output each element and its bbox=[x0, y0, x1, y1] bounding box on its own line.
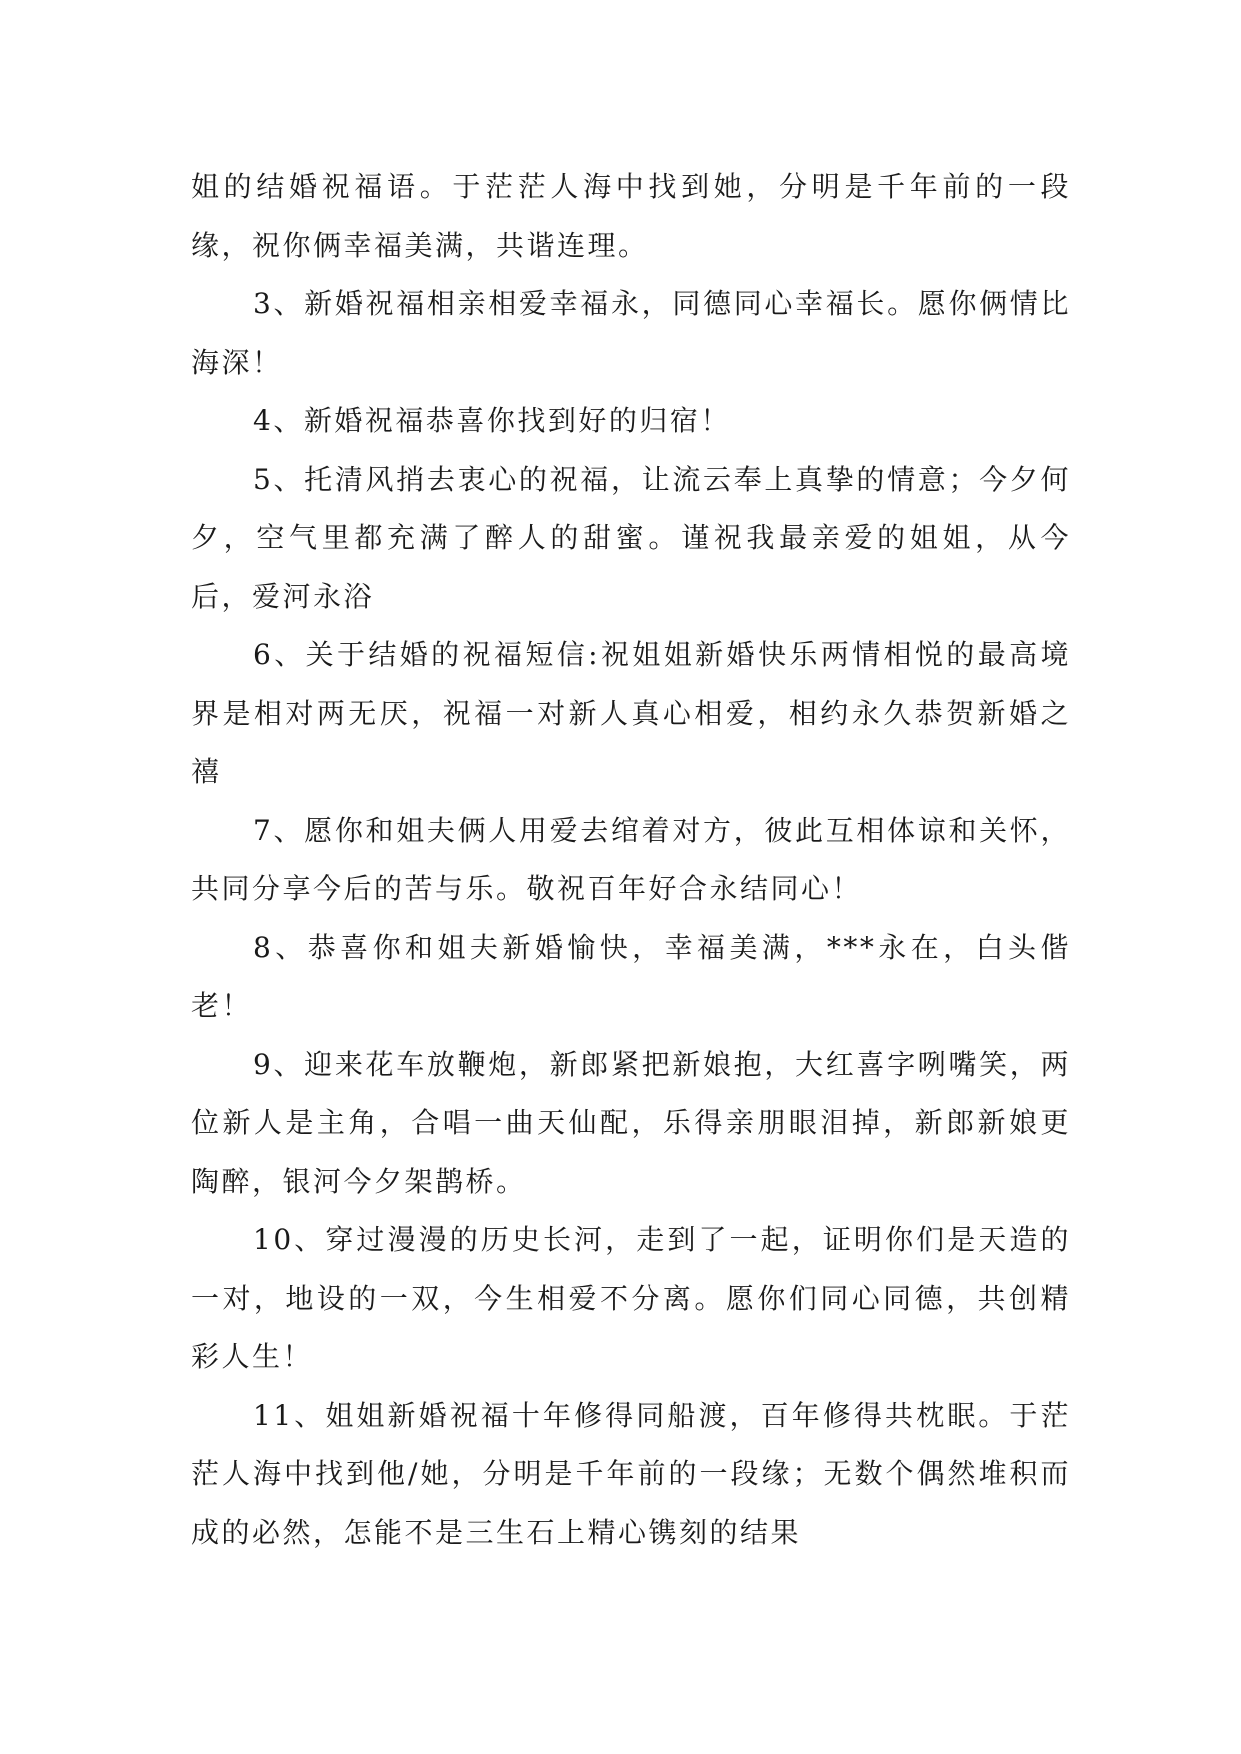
paragraph-item-8: 8、恭喜你和姐夫新婚愉快，幸福美满，***永在，白头偕老！ bbox=[191, 930, 1071, 1022]
paragraph-item-10: 10、穿过漫漫的历史长河，走到了一起，证明你们是天造的一对，地设的一双，今生相爱不分离。愿你们同心同德，共创精彩人生！ bbox=[191, 1223, 1071, 1373]
paragraph-item-11: 11、姐姐新婚祝福十年修得同船渡，百年修得共枕眠。于茫茫人海中找到他/她，分明是千年前的一段缘；无数个偶然堆积而成的必然，怎能不是三生石上精心镌刻的结果 bbox=[191, 1398, 1071, 1549]
paragraph-item-9: 9、迎来花车放鞭炮，新郎紧把新娘抱，大红喜字咧嘴笑，两位新人是主角，合唱一曲天仙配，乐得亲朋眼泪掉，新郎新娘更陶醉，银河今夕架鹊桥。 bbox=[191, 1047, 1071, 1198]
paragraph-continuation: 姐的结婚祝福语。于茫茫人海中找到她，分明是千年前的一段缘，祝你俩幸福美满，共谐连理。 bbox=[191, 170, 1071, 262]
paragraph-item-5: 5、托清风捎去衷心的祝福，让流云奉上真挚的情意；今夕何夕，空气里都充满了醉人的甜蜜。谨祝我最亲爱的姐姐，从今后，爱河永浴 bbox=[191, 462, 1071, 613]
paragraph-item-6: 6、关于结婚的祝福短信:祝姐姐新婚快乐两情相悦的最高境界是相对两无厌，祝福一对新人真心相爱，相约永久恭贺新婚之禧 bbox=[191, 638, 1071, 788]
paragraph-item-3: 3、新婚祝福相亲相爱幸福永，同德同心幸福长。愿你俩情比海深！ bbox=[191, 287, 1071, 379]
document-body bbox=[191, 158, 1071, 1562]
paragraph-item-4: 4、新婚祝福恭喜你找到好的归宿！ bbox=[253, 404, 731, 437]
paragraph-item-7: 7、愿你和姐夫俩人用爱去绾着对方，彼此互相体谅和关怀，共同分享今后的苦与乐。敬祝百年好合永结同心！ bbox=[191, 813, 1071, 905]
